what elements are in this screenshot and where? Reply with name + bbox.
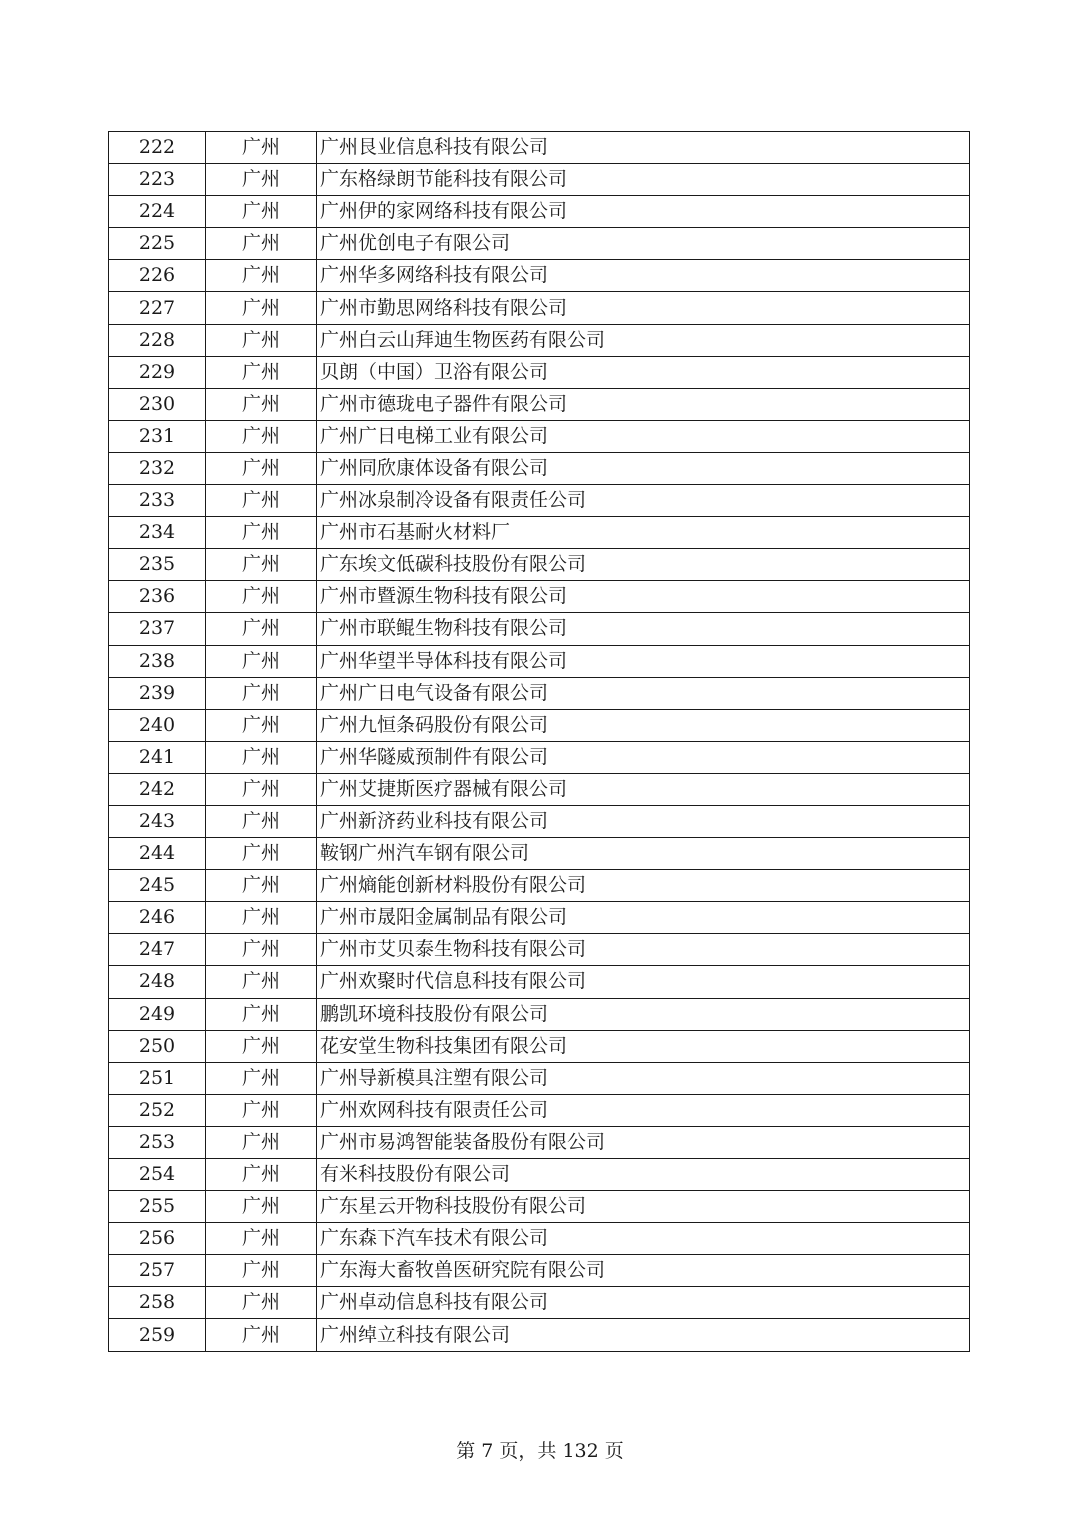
company-name-cell: 广州广日电气设备有限公司: [317, 677, 970, 709]
row-number-cell: 240: [109, 709, 206, 741]
row-number-cell: 236: [109, 581, 206, 613]
row-number-cell: 259: [109, 1319, 206, 1351]
company-name-cell: 广州市晟阳金属制品有限公司: [317, 902, 970, 934]
city-cell: 广州: [206, 420, 317, 452]
row-number-cell: 251: [109, 1062, 206, 1094]
city-cell: 广州: [206, 1287, 317, 1319]
table-row: [109, 1094, 970, 1126]
city-cell: 广州: [206, 132, 317, 164]
city-cell: 广州: [206, 452, 317, 484]
table-row: [109, 677, 970, 709]
table-row: [109, 485, 970, 517]
row-number-cell: 238: [109, 645, 206, 677]
row-number-cell: 226: [109, 260, 206, 292]
table-row: [109, 356, 970, 388]
city-cell: 广州: [206, 838, 317, 870]
table-row: [109, 1159, 970, 1191]
table-row: [109, 966, 970, 998]
city-cell: 广州: [206, 196, 317, 228]
row-number-cell: 237: [109, 613, 206, 645]
company-name-cell: 贝朗（中国）卫浴有限公司: [317, 356, 970, 388]
row-number-cell: 250: [109, 1030, 206, 1062]
table-row: [109, 741, 970, 773]
table-row: [109, 1319, 970, 1351]
row-number-cell: 243: [109, 805, 206, 837]
company-name-cell: 广州同欣康体设备有限公司: [317, 452, 970, 484]
row-number-cell: 258: [109, 1287, 206, 1319]
company-name-cell: 广东格绿朗节能科技有限公司: [317, 164, 970, 196]
company-name-cell: 广州市勤思网络科技有限公司: [317, 292, 970, 324]
row-number-cell: 239: [109, 677, 206, 709]
company-list-body: [109, 132, 970, 1352]
company-name-cell: 广州绰立科技有限公司: [317, 1319, 970, 1351]
company-name-cell: 广州市石基耐火材料厂: [317, 517, 970, 549]
company-name-cell: 广东星云开物科技股份有限公司: [317, 1191, 970, 1223]
company-name-cell: 有米科技股份有限公司: [317, 1159, 970, 1191]
row-number-cell: 235: [109, 549, 206, 581]
city-cell: 广州: [206, 709, 317, 741]
table-row: [109, 1223, 970, 1255]
company-name-cell: 广州市易鸿智能装备股份有限公司: [317, 1126, 970, 1158]
table-row: [109, 324, 970, 356]
city-cell: 广州: [206, 517, 317, 549]
table-row: [109, 581, 970, 613]
row-number-cell: 254: [109, 1159, 206, 1191]
row-number-cell: 248: [109, 966, 206, 998]
table-row: [109, 838, 970, 870]
city-cell: 广州: [206, 581, 317, 613]
row-number-cell: 247: [109, 934, 206, 966]
table-row: [109, 164, 970, 196]
page-footer: 第 7 页，共 132 页: [456, 1440, 624, 1462]
company-name-cell: 广州市联鲲生物科技有限公司: [317, 613, 970, 645]
table-row: [109, 998, 970, 1030]
city-cell: 广州: [206, 1159, 317, 1191]
city-cell: 广州: [206, 645, 317, 677]
company-name-cell: 广东埃文低碳科技股份有限公司: [317, 549, 970, 581]
city-cell: 广州: [206, 324, 317, 356]
table-row: [109, 260, 970, 292]
row-number-cell: 224: [109, 196, 206, 228]
table-row: [109, 1255, 970, 1287]
row-number-cell: 246: [109, 902, 206, 934]
company-name-cell: 广州广日电梯工业有限公司: [317, 420, 970, 452]
city-cell: 广州: [206, 741, 317, 773]
city-cell: 广州: [206, 1223, 317, 1255]
table-row: [109, 1126, 970, 1158]
row-number-cell: 227: [109, 292, 206, 324]
row-number-cell: 231: [109, 420, 206, 452]
company-name-cell: 广东森下汽车技术有限公司: [317, 1223, 970, 1255]
row-number-cell: 242: [109, 773, 206, 805]
row-number-cell: 230: [109, 388, 206, 420]
city-cell: 广州: [206, 677, 317, 709]
row-number-cell: 253: [109, 1126, 206, 1158]
city-cell: 广州: [206, 1191, 317, 1223]
city-cell: 广州: [206, 966, 317, 998]
row-number-cell: 234: [109, 517, 206, 549]
company-name-cell: 广州白云山拜迪生物医药有限公司: [317, 324, 970, 356]
city-cell: 广州: [206, 1030, 317, 1062]
table-row: [109, 934, 970, 966]
city-cell: 广州: [206, 934, 317, 966]
city-cell: 广州: [206, 1255, 317, 1287]
company-name-cell: 广州市暨源生物科技有限公司: [317, 581, 970, 613]
row-number-cell: 249: [109, 998, 206, 1030]
table-row: [109, 132, 970, 164]
company-name-cell: 花安堂生物科技集团有限公司: [317, 1030, 970, 1062]
table-row: [109, 1287, 970, 1319]
row-number-cell: 244: [109, 838, 206, 870]
company-name-cell: 广州新济药业科技有限公司: [317, 805, 970, 837]
city-cell: 广州: [206, 1062, 317, 1094]
row-number-cell: 252: [109, 1094, 206, 1126]
city-cell: 广州: [206, 388, 317, 420]
city-cell: 广州: [206, 1126, 317, 1158]
city-cell: 广州: [206, 228, 317, 260]
company-name-cell: 鹏凯环境科技股份有限公司: [317, 998, 970, 1030]
table-row: [109, 1030, 970, 1062]
table-row: [109, 196, 970, 228]
row-number-cell: 225: [109, 228, 206, 260]
city-cell: 广州: [206, 773, 317, 805]
table-row: [109, 805, 970, 837]
company-name-cell: 广东海大畜牧兽医研究院有限公司: [317, 1255, 970, 1287]
row-number-cell: 223: [109, 164, 206, 196]
row-number-cell: 256: [109, 1223, 206, 1255]
city-cell: 广州: [206, 613, 317, 645]
company-name-cell: 广州欢网科技有限责任公司: [317, 1094, 970, 1126]
city-cell: 广州: [206, 356, 317, 388]
company-name-cell: 广州优创电子有限公司: [317, 228, 970, 260]
company-name-cell: 广州欢聚时代信息科技有限公司: [317, 966, 970, 998]
company-name-cell: 广州华望半导体科技有限公司: [317, 645, 970, 677]
city-cell: 广州: [206, 1094, 317, 1126]
table-row: [109, 292, 970, 324]
company-name-cell: 广州导新模具注塑有限公司: [317, 1062, 970, 1094]
company-name-cell: 广州华多网络科技有限公司: [317, 260, 970, 292]
city-cell: 广州: [206, 870, 317, 902]
company-name-cell: 广州艮业信息科技有限公司: [317, 132, 970, 164]
company-name-cell: 广州熵能创新材料股份有限公司: [317, 870, 970, 902]
table-row: [109, 228, 970, 260]
company-name-cell: 鞍钢广州汽车钢有限公司: [317, 838, 970, 870]
table-row: [109, 645, 970, 677]
city-cell: 广州: [206, 1319, 317, 1351]
row-number-cell: 255: [109, 1191, 206, 1223]
city-cell: 广州: [206, 998, 317, 1030]
table-row: [109, 452, 970, 484]
table-row: [109, 388, 970, 420]
company-name-cell: 广州华隧威预制件有限公司: [317, 741, 970, 773]
company-name-cell: 广州伊的家网络科技有限公司: [317, 196, 970, 228]
table-row: [109, 613, 970, 645]
row-number-cell: 245: [109, 870, 206, 902]
company-name-cell: 广州卓动信息科技有限公司: [317, 1287, 970, 1319]
city-cell: 广州: [206, 549, 317, 581]
table-row: [109, 773, 970, 805]
company-name-cell: 广州冰泉制冷设备有限责任公司: [317, 485, 970, 517]
table-row: [109, 902, 970, 934]
city-cell: 广州: [206, 805, 317, 837]
table-row: [109, 870, 970, 902]
city-cell: 广州: [206, 260, 317, 292]
city-cell: 广州: [206, 902, 317, 934]
table-row: [109, 549, 970, 581]
row-number-cell: 229: [109, 356, 206, 388]
table-row: [109, 709, 970, 741]
company-name-cell: 广州市艾贝泰生物科技有限公司: [317, 934, 970, 966]
company-list-table: [108, 131, 970, 1352]
table-row: [109, 1062, 970, 1094]
city-cell: 广州: [206, 292, 317, 324]
row-number-cell: 228: [109, 324, 206, 356]
row-number-cell: 257: [109, 1255, 206, 1287]
row-number-cell: 241: [109, 741, 206, 773]
table-row: [109, 1191, 970, 1223]
city-cell: 广州: [206, 485, 317, 517]
table-row: [109, 517, 970, 549]
company-name-cell: 广州艾捷斯医疗器械有限公司: [317, 773, 970, 805]
city-cell: 广州: [206, 164, 317, 196]
company-name-cell: 广州九恒条码股份有限公司: [317, 709, 970, 741]
row-number-cell: 222: [109, 132, 206, 164]
row-number-cell: 233: [109, 485, 206, 517]
row-number-cell: 232: [109, 452, 206, 484]
table-row: [109, 420, 970, 452]
company-name-cell: 广州市德珑电子器件有限公司: [317, 388, 970, 420]
